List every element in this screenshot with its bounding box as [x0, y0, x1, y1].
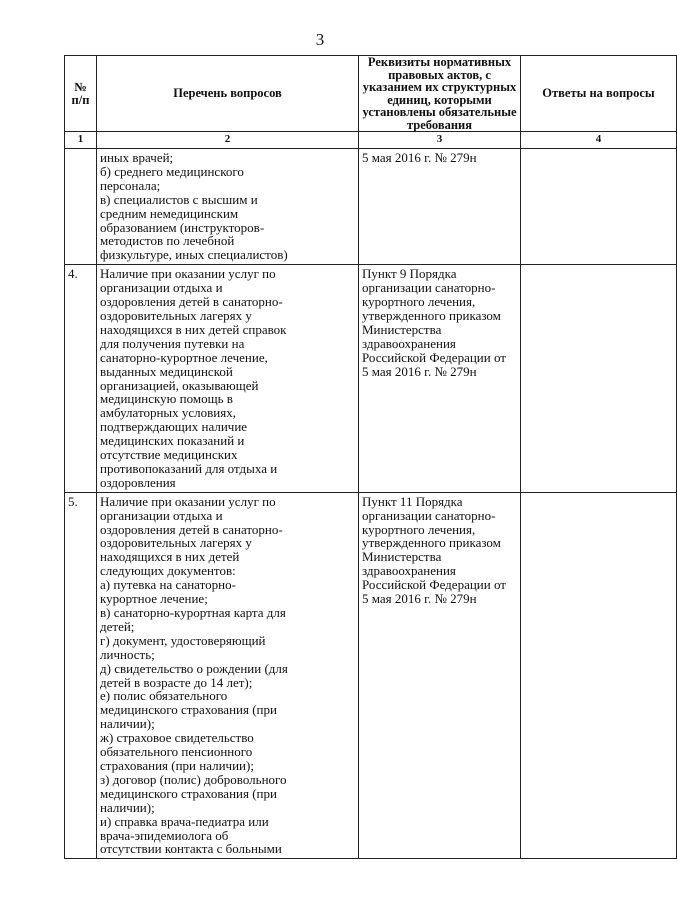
- column-number-row: [65, 132, 677, 149]
- page-number: 3: [315, 30, 325, 49]
- question-cell: Наличие при оказании услуг по организации отдыха и оздоровления детей в санаторно- оздоровительных лагерях у находящихся в них детей следующих документов: а) путевка на санаторно- курортное лечение; в) санаторно-курортная карта для детей; г) документ, удостоверяющий личность; д) свидетельство о рождении (для детей в возрасте до 14 лет); е) полис обязательного медицинского страхования (при наличии); ж) страховое свидетельство обязательного пенсионного страхования (при наличии); з) договор (полис) добровольного медицинского страхования (при наличии); и) справка врача-педиатра или врача-эпидемиолога об отсутствии контакта с больными: [97, 492, 359, 859]
- row-number: 4.: [65, 265, 97, 493]
- answer-cell[interactable]: [521, 149, 677, 265]
- question-cell: Наличие при оказании услуг по организации отдыха и оздоровления детей в санаторно- оздоровительных лагерях у находящихся в них детей справок для получения путевки на санаторно-курортное лечение, выданных медицинской организацией, оказывающей медицинскую помощь в амбулаторных условиях, подтверждающих наличие медицинских показаний и отсутствие медицинских противопоказаний для отдыха и оздоровления: [97, 265, 359, 493]
- column-number: 3: [359, 132, 521, 149]
- requisites-cell: 5 мая 2016 г. № 279н: [359, 149, 521, 265]
- table-row: [65, 492, 677, 859]
- header-number: № п/п: [65, 56, 97, 132]
- header-answers: Ответы на вопросы: [521, 56, 677, 132]
- header-requisites: Реквизиты нормативных правовых актов, с указанием их структурных единиц, которыми установлены обязательные требования: [359, 56, 521, 132]
- requisites-cell: Пункт 11 Порядка организации санаторно- курортного лечения, утвержденного приказом Министерства здравоохранения Российской Федерации от 5 мая 2016 г. № 279н: [359, 492, 521, 859]
- questions-table: [64, 55, 677, 859]
- row-number: [65, 149, 97, 265]
- answer-cell[interactable]: [521, 492, 677, 859]
- question-cell: иных врачей; б) среднего медицинского персонала; в) специалистов с высшим и средним немедицинским образованием (инструкторов- методистов по лечебной физкультуре, иных специалистов): [97, 149, 359, 265]
- row-number: 5.: [65, 492, 97, 859]
- answer-cell[interactable]: [521, 265, 677, 493]
- column-number: 1: [65, 132, 97, 149]
- table-row: [65, 265, 677, 493]
- header-row: [65, 56, 677, 132]
- requisites-cell: Пункт 9 Порядка организации санаторно- курортного лечения, утвержденного приказом Министерства здравоохранения Российской Федерации от 5 мая 2016 г. № 279н: [359, 265, 521, 493]
- header-questions: Перечень вопросов: [97, 56, 359, 132]
- table-row: [65, 149, 677, 265]
- column-number: 4: [521, 132, 677, 149]
- column-number: 2: [97, 132, 359, 149]
